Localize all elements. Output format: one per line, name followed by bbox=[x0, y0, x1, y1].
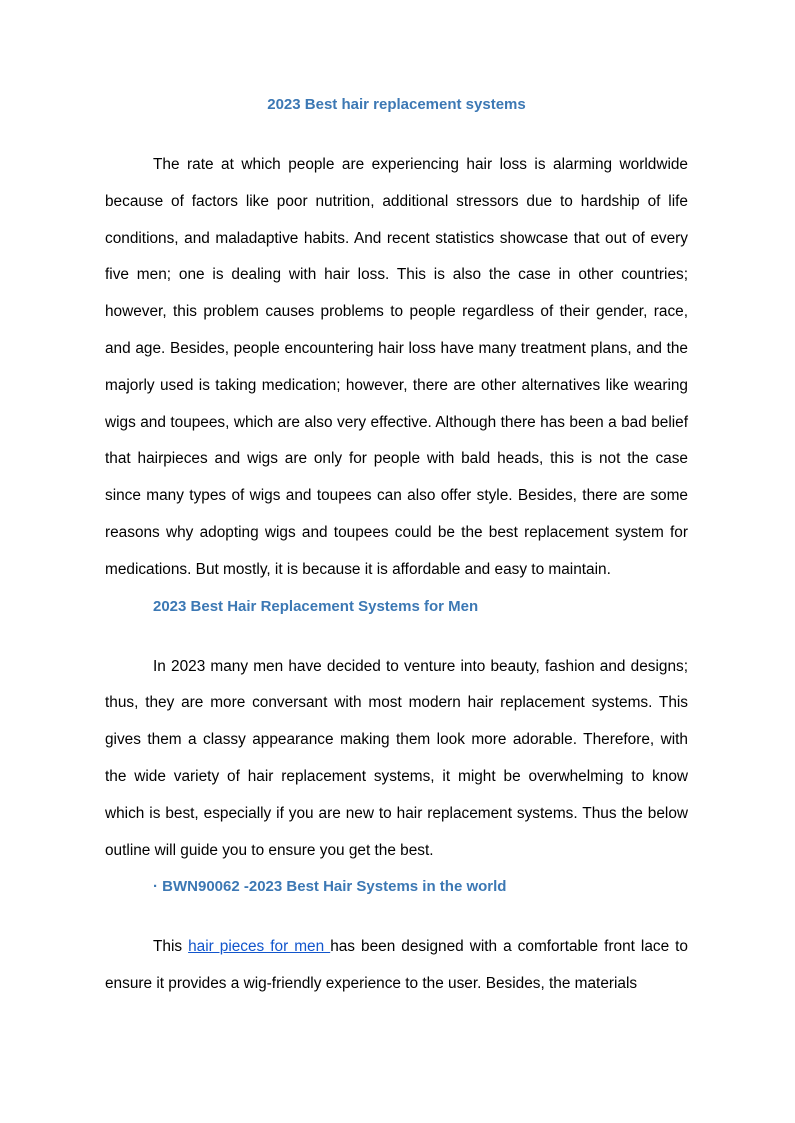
section-heading-bwn90062: · BWN90062 -2023 Best Hair Systems in the world bbox=[153, 878, 507, 896]
document-page bbox=[105, 94, 688, 1003]
men-section-paragraph: In 2023 many men have decided to venture into beauty, fashion and designs; thus, they are more conversant with most modern hair replacement systems. This gives them a classy appearance making them look more adorable. Therefore, with the wide variety of hair replacement systems, it might be overwhelming to know which is best, especially if you are new to hair replacement systems. Thus the below outline will guide you to ensure you get the best. bbox=[105, 657, 688, 859]
paragraph-text-after-link: has been designed with a comfortable front lace to ensure it provides a wig-friendly experience to the user. Besides, the materials bbox=[105, 938, 688, 993]
bwn90062-paragraph bbox=[105, 929, 688, 1003]
section-heading-men: 2023 Best Hair Replacement Systems for Men bbox=[153, 597, 479, 615]
document-title: 2023 Best hair replacement systems bbox=[267, 96, 526, 113]
intro-paragraph: The rate at which people are experiencing hair loss is alarming worldwide because of factors like poor nutrition, additional stressors due to hardship of life conditions, and maladaptive habits. And recent statistics showcase that out of every five men; one is dealing with hair loss. This is also the case in other countries; however, this problem causes problems to people regardless of their gender, race, and age. Besides, people encountering hair loss have many treatment plans, and the majorly used is taking medication; however, there are other alternatives like wearing wigs and toupees, which are also very effective. Although there has been a bad belief that hairpieces and wigs are only for people with bald heads, this is not the case since many types of wigs and toupees can also offer style. Besides, there are some reasons why adopting wigs and toupees could be the best replacement system for medications. But mostly, it is because it is affordable and easy to maintain. bbox=[105, 156, 688, 578]
hair-pieces-link[interactable]: hair pieces for men bbox=[188, 938, 331, 956]
paragraph-text-before-link: This bbox=[153, 938, 189, 956]
